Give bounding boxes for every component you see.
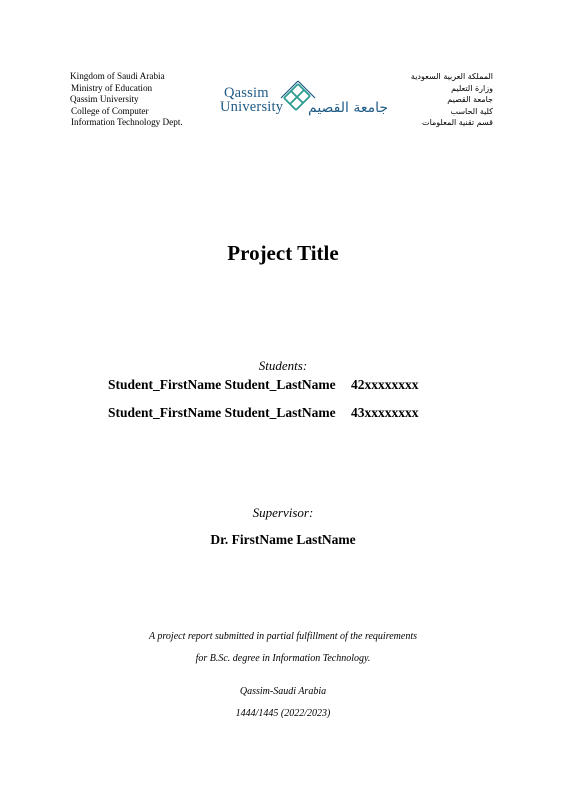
header-ar-line-ministry: وزارة التعليم [451, 83, 493, 93]
location-text: Qassim-Saudi Arabia [239, 686, 327, 697]
qassim-university-logo [220, 80, 389, 130]
submission-statement-line1: A project report submitted in partial fulfillment of the requirements [148, 631, 418, 642]
header-ar-line-kingdom: المملكة العربية السعودية [410, 72, 493, 81]
header-line-university: Qassim University [70, 94, 139, 105]
header-line-college: College of Computer [71, 105, 149, 116]
logo-english-text [220, 86, 283, 114]
student-name: Student_FirstName Student_LastName [108, 405, 336, 420]
header-line-kingdom: Kingdom of Saudi Arabia [70, 71, 165, 81]
students-label: Students: [258, 358, 308, 373]
logo-text-university: University [220, 99, 284, 115]
student-id: 43xxxxxxxx [351, 405, 419, 420]
student-name: Student_FirstName Student_LastName [108, 377, 336, 392]
header-ar-line-department: قسم تقنية المعلومات [422, 118, 493, 128]
header-line-ministry: Ministry of Education [71, 82, 153, 93]
header-english-block [70, 71, 183, 129]
student-row [108, 377, 419, 393]
student-row [108, 405, 419, 421]
project-title: Project Title [227, 241, 339, 265]
supervisor-label: Supervisor: [252, 505, 314, 520]
header-arabic-block [411, 71, 493, 129]
header-ar-line-college: كلية الحاسب [450, 106, 493, 116]
logo-text-qassim: Qassim [224, 85, 269, 101]
logo-arabic-text: جامعة القصيم [308, 100, 389, 116]
submission-statement-line2: for B.Sc. degree in Information Technology. [195, 653, 371, 664]
header-line-department: Information Technology Dept. [71, 117, 183, 128]
academic-year-text: 1444/1445 (2022/2023) [235, 708, 331, 719]
supervisor-name: Dr. FirstName LastName [210, 532, 356, 547]
header-ar-line-university: جامعة القصيم [447, 95, 493, 105]
student-id: 42xxxxxxxx [351, 377, 419, 392]
